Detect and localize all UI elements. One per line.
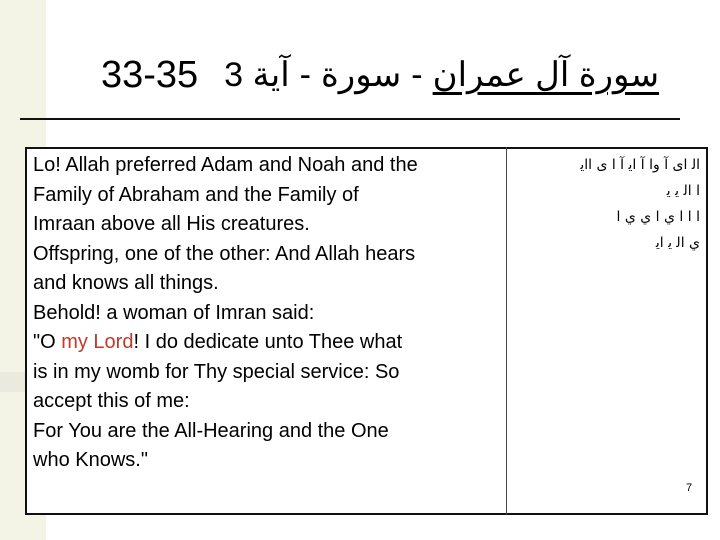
- surah-label: سورة: [320, 56, 402, 94]
- line-continuation: ! I do dedicate unto Thee what: [133, 331, 403, 353]
- english-line: For You are the All-Hearing and the One: [33, 419, 389, 442]
- english-line: [33, 328, 503, 358]
- arabic-line: ﺍ ﺍ ﺍ ﻱ ﺍ ﻱ ﻱ ﺍ: [616, 209, 700, 225]
- english-line: Lo! Allah preferred Adam and Noah and the: [33, 154, 418, 176]
- highlighted-my-lord: my Lord: [61, 331, 134, 353]
- quote-open: "O: [33, 331, 62, 353]
- title-separator: -: [299, 55, 311, 94]
- arabic-line: ﻱ ﺍﻟ ﻳ ﺍﻳ: [655, 235, 700, 251]
- slide-title: [50, 40, 710, 110]
- title-separator: -: [411, 55, 423, 94]
- english-line: Behold! a woman of Imran said:: [33, 301, 315, 324]
- english-line: accept this of me:: [33, 390, 190, 412]
- arabic-text: [512, 152, 700, 256]
- english-line: is in my womb for Thy special service: So: [33, 360, 400, 383]
- english-line: who Knows.": [33, 449, 148, 471]
- english-line: Imraan above all His creatures.: [33, 213, 310, 235]
- column-divider: [506, 147, 507, 515]
- english-translation: [33, 151, 503, 476]
- english-line: Family of Abraham and the Family of: [33, 183, 359, 206]
- title-underline: [20, 118, 680, 120]
- arabic-line: ﺍﻟ ﺍﻯ ﺁ ﻭﺍ ﺁ ﺍﻳ ﺁ ﺍ ﻯ ﺍﺍﻳ: [580, 157, 700, 173]
- surah-name: سورة آل عمران: [432, 56, 660, 94]
- ayah-label: آية 3: [224, 56, 290, 94]
- verse-reference: 33-35: [100, 53, 199, 96]
- english-line: Offspring, one of the other: And Allah hears: [33, 242, 416, 265]
- arabic-line: ﺍ ﺍﻟ ﻳ ﻳ: [666, 183, 700, 199]
- page-number: 7: [686, 482, 693, 494]
- english-line: and knows all things.: [33, 272, 219, 294]
